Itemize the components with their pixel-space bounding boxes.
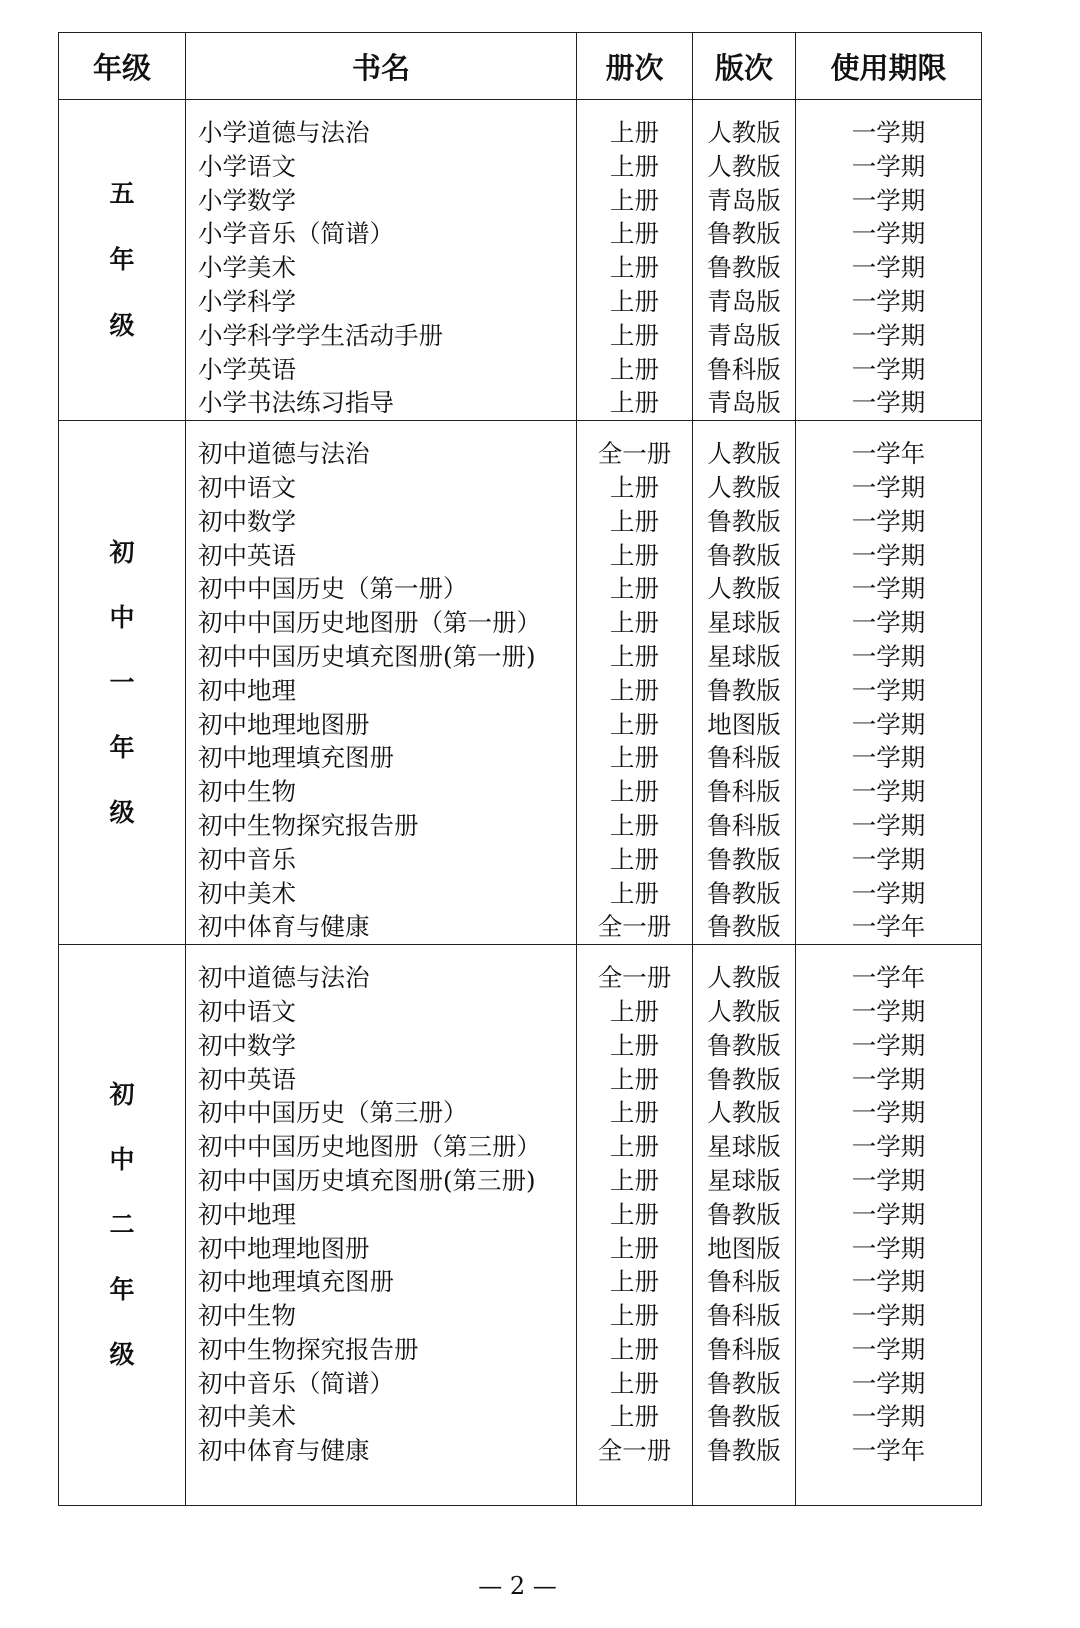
book-title: 初中地理地图册 bbox=[198, 1233, 370, 1263]
book-period: 一学期 bbox=[851, 1064, 926, 1094]
book-period: 一学期 bbox=[851, 1267, 926, 1297]
book-title: 初中体育与健康 bbox=[198, 1436, 370, 1466]
grade-group-grade5 bbox=[59, 100, 982, 421]
book-title: 初中生物 bbox=[198, 777, 296, 807]
book-edition: 鲁教版 bbox=[707, 1402, 781, 1432]
book-volume: 上册 bbox=[610, 844, 659, 874]
grade-char: 二 bbox=[109, 1210, 135, 1240]
book-edition: 星球版 bbox=[707, 608, 781, 638]
book-edition: 鲁教版 bbox=[707, 675, 781, 705]
book-edition: 鲁科版 bbox=[707, 354, 781, 384]
grade-char: 级 bbox=[109, 797, 135, 827]
book-volume: 上册 bbox=[610, 354, 659, 384]
book-title: 初中英语 bbox=[198, 1064, 296, 1094]
volume-cell bbox=[577, 100, 693, 421]
book-period: 一学期 bbox=[851, 675, 926, 705]
header-edition: 版次 bbox=[693, 33, 796, 100]
book-period: 一学期 bbox=[851, 151, 926, 181]
book-volume: 上册 bbox=[610, 641, 659, 671]
book-title: 初中中国历史地图册（第三册） bbox=[198, 1132, 541, 1162]
book-volume: 全一册 bbox=[597, 912, 672, 942]
book-edition: 青岛版 bbox=[707, 286, 781, 316]
book-title: 初中英语 bbox=[198, 540, 296, 570]
book-period: 一学期 bbox=[851, 1165, 926, 1195]
book-edition: 青岛版 bbox=[707, 185, 781, 215]
book-volume: 上册 bbox=[610, 286, 659, 316]
book-title: 初中中国历史（第三册） bbox=[198, 1098, 468, 1128]
book-volume: 上册 bbox=[610, 675, 659, 705]
grade-char: 级 bbox=[109, 311, 135, 341]
book-period: 一学年 bbox=[851, 439, 926, 469]
book-edition: 鲁科版 bbox=[707, 810, 781, 840]
book-period: 一学期 bbox=[851, 743, 926, 773]
book-edition: 青岛版 bbox=[707, 320, 781, 350]
book-period: 一学期 bbox=[851, 878, 926, 908]
book-volume: 上册 bbox=[610, 219, 659, 249]
book-edition: 鲁教版 bbox=[707, 1436, 781, 1466]
book-volume: 上册 bbox=[610, 388, 659, 418]
book-volume: 上册 bbox=[610, 1233, 659, 1263]
book-title: 初中中国历史（第一册） bbox=[198, 574, 468, 604]
book-edition: 人教版 bbox=[707, 472, 781, 502]
book-period: 一学期 bbox=[851, 320, 926, 350]
book-edition: 鲁教版 bbox=[707, 1368, 781, 1398]
grade-char: 五 bbox=[109, 179, 135, 209]
book-title: 初中中国历史地图册（第一册） bbox=[198, 608, 541, 638]
book-title: 小学数学 bbox=[198, 185, 296, 215]
book-volume: 上册 bbox=[610, 1301, 659, 1331]
book-title: 初中体育与健康 bbox=[198, 912, 370, 942]
book-volume: 上册 bbox=[610, 506, 659, 536]
book-title: 初中生物探究报告册 bbox=[198, 810, 419, 840]
book-edition: 鲁科版 bbox=[707, 777, 781, 807]
book-volume: 上册 bbox=[610, 608, 659, 638]
book-title: 小学科学学生活动手册 bbox=[198, 320, 443, 350]
book-volume: 上册 bbox=[610, 1368, 659, 1398]
edition-cell bbox=[693, 945, 796, 1506]
book-title: 小学音乐（简谱） bbox=[198, 219, 394, 249]
book-volume: 上册 bbox=[610, 1030, 659, 1060]
book-title: 初中生物探究报告册 bbox=[198, 1334, 419, 1364]
book-period: 一学年 bbox=[851, 912, 926, 942]
book-title: 初中生物 bbox=[198, 1301, 296, 1331]
book-edition: 星球版 bbox=[707, 1132, 781, 1162]
book-title: 初中地理地图册 bbox=[198, 709, 370, 739]
book-volume: 上册 bbox=[610, 472, 659, 502]
book-period: 一学期 bbox=[851, 641, 926, 671]
book-volume: 上册 bbox=[610, 1098, 659, 1128]
book-period: 一学期 bbox=[851, 1301, 926, 1331]
title-cell bbox=[186, 100, 577, 421]
book-edition: 鲁教版 bbox=[707, 912, 781, 942]
book-edition: 鲁教版 bbox=[707, 506, 781, 536]
book-edition: 鲁教版 bbox=[707, 844, 781, 874]
grade-cell bbox=[59, 421, 186, 945]
book-edition: 青岛版 bbox=[707, 388, 781, 418]
book-title: 小学语文 bbox=[198, 151, 296, 181]
textbook-table bbox=[58, 32, 982, 1506]
book-title: 初中语文 bbox=[198, 996, 296, 1026]
header-grade: 年级 bbox=[59, 33, 186, 100]
book-period: 一学期 bbox=[851, 709, 926, 739]
book-volume: 上册 bbox=[610, 1064, 659, 1094]
grade-char: 年 bbox=[109, 245, 135, 275]
book-period: 一学期 bbox=[851, 1132, 926, 1162]
header-row bbox=[59, 33, 982, 100]
book-period: 一学期 bbox=[851, 185, 926, 215]
book-volume: 上册 bbox=[610, 1267, 659, 1297]
book-volume: 上册 bbox=[610, 574, 659, 604]
book-volume: 全一册 bbox=[597, 963, 672, 993]
book-period: 一学期 bbox=[851, 472, 926, 502]
book-volume: 上册 bbox=[610, 1165, 659, 1195]
book-volume: 全一册 bbox=[597, 439, 672, 469]
book-period: 一学期 bbox=[851, 1402, 926, 1432]
book-volume: 上册 bbox=[610, 878, 659, 908]
book-period: 一学期 bbox=[851, 1098, 926, 1128]
book-period: 一学期 bbox=[851, 540, 926, 570]
grade-group-junior2 bbox=[59, 945, 982, 1506]
book-edition: 地图版 bbox=[707, 1233, 781, 1263]
edition-cell bbox=[693, 100, 796, 421]
period-cell bbox=[796, 945, 982, 1506]
edition-cell bbox=[693, 421, 796, 945]
book-period: 一学期 bbox=[851, 253, 926, 283]
book-volume: 上册 bbox=[610, 777, 659, 807]
book-volume: 上册 bbox=[610, 810, 659, 840]
book-period: 一学年 bbox=[851, 963, 926, 993]
grade-char: 年 bbox=[109, 1275, 135, 1305]
book-title: 初中地理 bbox=[198, 675, 296, 705]
grade-cell bbox=[59, 945, 186, 1506]
book-edition: 人教版 bbox=[707, 1098, 781, 1128]
book-volume: 上册 bbox=[610, 253, 659, 283]
book-edition: 星球版 bbox=[707, 1165, 781, 1195]
book-title: 初中中国历史填充图册(第一册) bbox=[198, 641, 536, 671]
book-title: 初中数学 bbox=[198, 1030, 296, 1060]
book-edition: 鲁教版 bbox=[707, 878, 781, 908]
book-edition: 鲁教版 bbox=[707, 540, 781, 570]
book-period: 一学期 bbox=[851, 506, 926, 536]
book-volume: 上册 bbox=[610, 996, 659, 1026]
title-cell bbox=[186, 421, 577, 945]
grade-label bbox=[109, 1078, 134, 1372]
book-period: 一学期 bbox=[851, 354, 926, 384]
book-volume: 全一册 bbox=[597, 1436, 672, 1466]
book-period: 一学期 bbox=[851, 1334, 926, 1364]
book-edition: 鲁科版 bbox=[707, 743, 781, 773]
book-edition: 人教版 bbox=[707, 996, 781, 1026]
book-period: 一学期 bbox=[851, 219, 926, 249]
period-cell bbox=[796, 100, 982, 421]
book-edition: 鲁科版 bbox=[707, 1334, 781, 1364]
book-title: 初中音乐（简谱） bbox=[198, 1368, 394, 1398]
volume-cell bbox=[577, 945, 693, 1506]
book-volume: 上册 bbox=[610, 1199, 659, 1229]
book-edition: 人教版 bbox=[707, 574, 781, 604]
book-period: 一学期 bbox=[851, 608, 926, 638]
grade-char: 年 bbox=[109, 732, 135, 762]
grade-group-junior1 bbox=[59, 421, 982, 945]
grade-char: 一 bbox=[109, 667, 135, 697]
book-volume: 上册 bbox=[610, 320, 659, 350]
book-title: 初中语文 bbox=[198, 472, 296, 502]
book-volume: 上册 bbox=[610, 540, 659, 570]
book-period: 一学期 bbox=[851, 388, 926, 418]
book-period: 一学期 bbox=[851, 1199, 926, 1229]
book-edition: 鲁教版 bbox=[707, 219, 781, 249]
book-edition: 人教版 bbox=[707, 963, 781, 993]
book-volume: 上册 bbox=[610, 118, 659, 147]
book-period: 一学期 bbox=[851, 1233, 926, 1263]
volume-cell bbox=[577, 421, 693, 945]
grade-char: 初 bbox=[109, 1080, 135, 1110]
book-edition: 鲁教版 bbox=[707, 1030, 781, 1060]
book-period: 一学期 bbox=[851, 810, 926, 840]
book-title: 小学科学 bbox=[198, 286, 296, 316]
book-period: 一学期 bbox=[851, 1030, 926, 1060]
book-edition: 鲁教版 bbox=[707, 1064, 781, 1094]
book-volume: 上册 bbox=[610, 1334, 659, 1364]
book-volume: 上册 bbox=[610, 151, 659, 181]
header-title: 书名 bbox=[186, 33, 577, 100]
book-period: 一学年 bbox=[851, 1436, 926, 1466]
book-period: 一学期 bbox=[851, 118, 926, 147]
book-edition: 地图版 bbox=[707, 709, 781, 739]
book-title: 初中地理填充图册 bbox=[198, 743, 394, 773]
title-cell bbox=[186, 945, 577, 1506]
book-title: 小学美术 bbox=[198, 253, 296, 283]
book-volume: 上册 bbox=[610, 185, 659, 215]
book-title: 初中美术 bbox=[198, 1402, 296, 1432]
book-edition: 星球版 bbox=[707, 641, 781, 671]
book-volume: 上册 bbox=[610, 743, 659, 773]
book-title: 初中地理 bbox=[198, 1199, 296, 1229]
grade-char: 级 bbox=[109, 1340, 135, 1370]
header-period: 使用期限 bbox=[796, 33, 982, 100]
book-title: 初中音乐 bbox=[198, 844, 296, 874]
grade-char: 初 bbox=[109, 537, 135, 567]
period-cell bbox=[796, 421, 982, 945]
book-period: 一学期 bbox=[851, 777, 926, 807]
grade-cell bbox=[59, 100, 186, 421]
book-edition: 鲁科版 bbox=[707, 1267, 781, 1297]
grade-label bbox=[109, 536, 134, 830]
book-volume: 上册 bbox=[610, 709, 659, 739]
book-title: 初中道德与法治 bbox=[198, 963, 370, 993]
book-period: 一学期 bbox=[851, 844, 926, 874]
book-title: 小学道德与法治 bbox=[198, 118, 370, 147]
book-period: 一学期 bbox=[851, 574, 926, 604]
book-title: 初中道德与法治 bbox=[198, 439, 370, 469]
grade-char: 中 bbox=[109, 602, 135, 632]
book-edition: 鲁科版 bbox=[707, 1301, 781, 1331]
page-number: — 2 — bbox=[478, 1572, 557, 1600]
book-title: 初中地理填充图册 bbox=[198, 1267, 394, 1297]
book-period: 一学期 bbox=[851, 1368, 926, 1398]
book-period: 一学期 bbox=[851, 996, 926, 1026]
book-edition: 鲁教版 bbox=[707, 1199, 781, 1229]
book-edition: 人教版 bbox=[707, 151, 781, 181]
book-volume: 上册 bbox=[610, 1402, 659, 1432]
book-edition: 人教版 bbox=[707, 439, 781, 469]
book-title: 初中中国历史填充图册(第三册) bbox=[198, 1165, 536, 1195]
book-title: 小学书法练习指导 bbox=[198, 388, 394, 418]
book-title: 初中美术 bbox=[198, 878, 296, 908]
book-period: 一学期 bbox=[851, 286, 926, 316]
book-volume: 上册 bbox=[610, 1132, 659, 1162]
book-title: 小学英语 bbox=[198, 354, 296, 384]
header-volume: 册次 bbox=[577, 33, 693, 100]
book-edition: 鲁教版 bbox=[707, 253, 781, 283]
book-title: 初中数学 bbox=[198, 506, 296, 536]
book-edition: 人教版 bbox=[707, 118, 781, 147]
grade-label bbox=[109, 177, 134, 343]
grade-char: 中 bbox=[109, 1145, 135, 1175]
